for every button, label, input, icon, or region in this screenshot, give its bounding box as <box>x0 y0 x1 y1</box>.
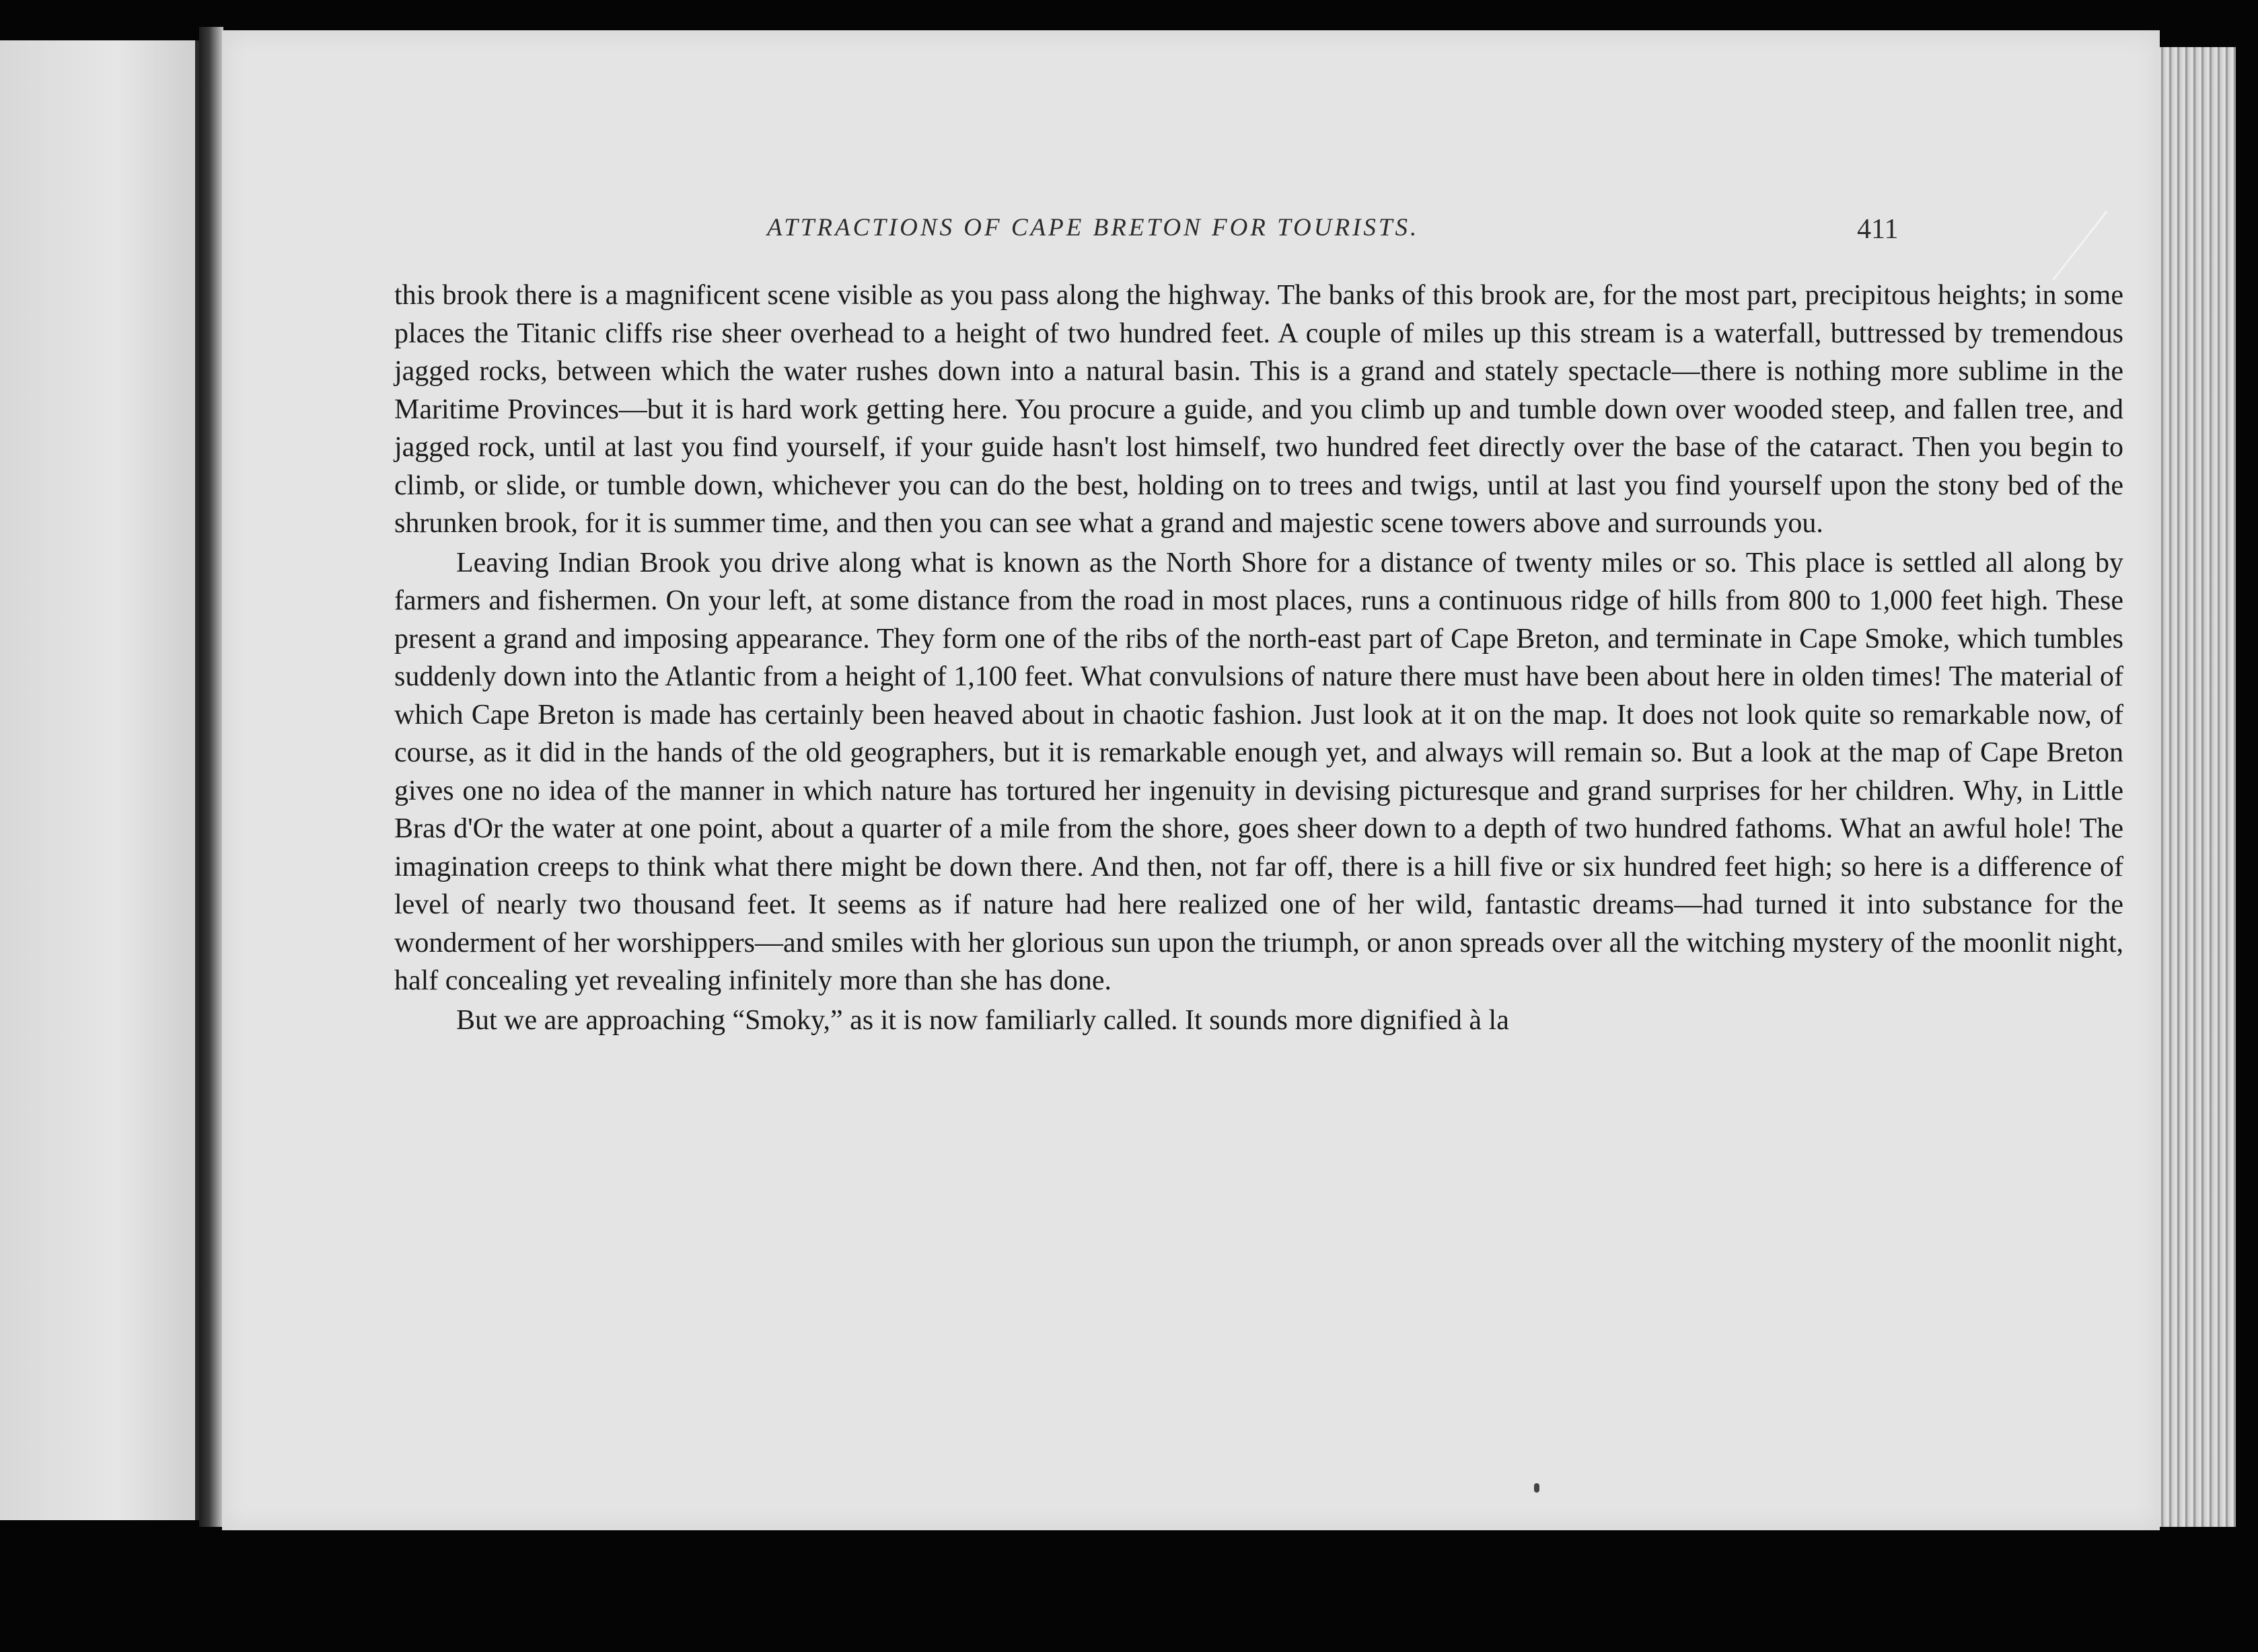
body-text <box>394 276 2123 1039</box>
paragraph-1: this brook there is a magnificent scene visible as you pass along the highway. The banks of this brook are, for the most part, precipitous heights; in some places the Titanic cliffs rise sheer overhead to a height of two hundred feet. A couple of miles up this stream is a waterfall, buttressed by tremendous jagged rocks, between which the water rushes down into a natural basin. This is a grand and stately spectacle—there is nothing more sublime in the Maritime Provinces—but it is hard work getting here. You procure a guide, and you climb up and tumble down over wooded steep, and fallen tree, and jagged rock, until at last you find yourself, if your guide hasn't lost himself, two hundred feet directly over the base of the cataract. Then you begin to climb, or slide, or tumble down, whichever you can do the best, holding on to trees and twigs, until at last you find yourself upon the stony bed of the shrunken brook, for it is summer time, and then you can see what a grand and majestic scene towers above and surrounds you. <box>394 280 2123 539</box>
paragraph-3: But we are approaching “Smoky,” as it is now familiarly called. It sounds more dignified à la <box>456 1004 1509 1036</box>
facing-page-edge <box>0 40 199 1520</box>
book-gutter <box>199 27 223 1527</box>
running-head-title: ATTRACTIONS OF CAPE BRETON FOR TOURISTS. <box>767 214 1420 241</box>
page-number: 411 <box>1857 214 1899 245</box>
running-head <box>222 213 2160 254</box>
paragraph-2: Leaving Indian Brook you drive along what is known as the North Shore for a distance of twenty miles or so. This place is settled all along by farmers and fishermen. On your left, at some distance from the road in most places, runs a continuous ridge of hills from 800 to 1,000 feet high. These present a grand and imposing appearance. They form one of the ribs of the north-east part of Cape Breton, and terminate in Cape Smoke, which tumbles suddenly down into the Atlantic from a height of 1,100 feet. What convulsions of nature there must have been about here in olden times! The material of which Cape Breton is made has certainly been heaved about in chaotic fashion. Just look at it on the map. It does not look quite so remarkable now, of course, as it did in the hands of the old geographers, but it is remarkable enough yet, and always will remain so. But a look at the map of Cape Breton gives one no idea of the manner in which nature has tortured her ingenuity in devising picturesque and grand surprises for her children. Why, in Little Bras d'Or the water at one point, about a quarter of a mile from the shore, goes sheer down to a depth of two hundred fathoms. What an awful hole! The imagination creeps to think what there might be down there. And then, not far off, there is a hill five or six hundred feet high; so here is a difference of level of nearly two thousand feet. It seems as if nature had here realized one of her wild, fantastic dreams—had turned it into substance for the wonderment of her worshippers—and smiles with her glorious sun upon the triumph, or anon spreads over all the witching mystery of the moonlit night, half concealing yet revealing infinitely more than she has done. <box>394 547 2123 996</box>
book-page <box>222 30 2160 1530</box>
ink-speck <box>1534 1483 1539 1493</box>
